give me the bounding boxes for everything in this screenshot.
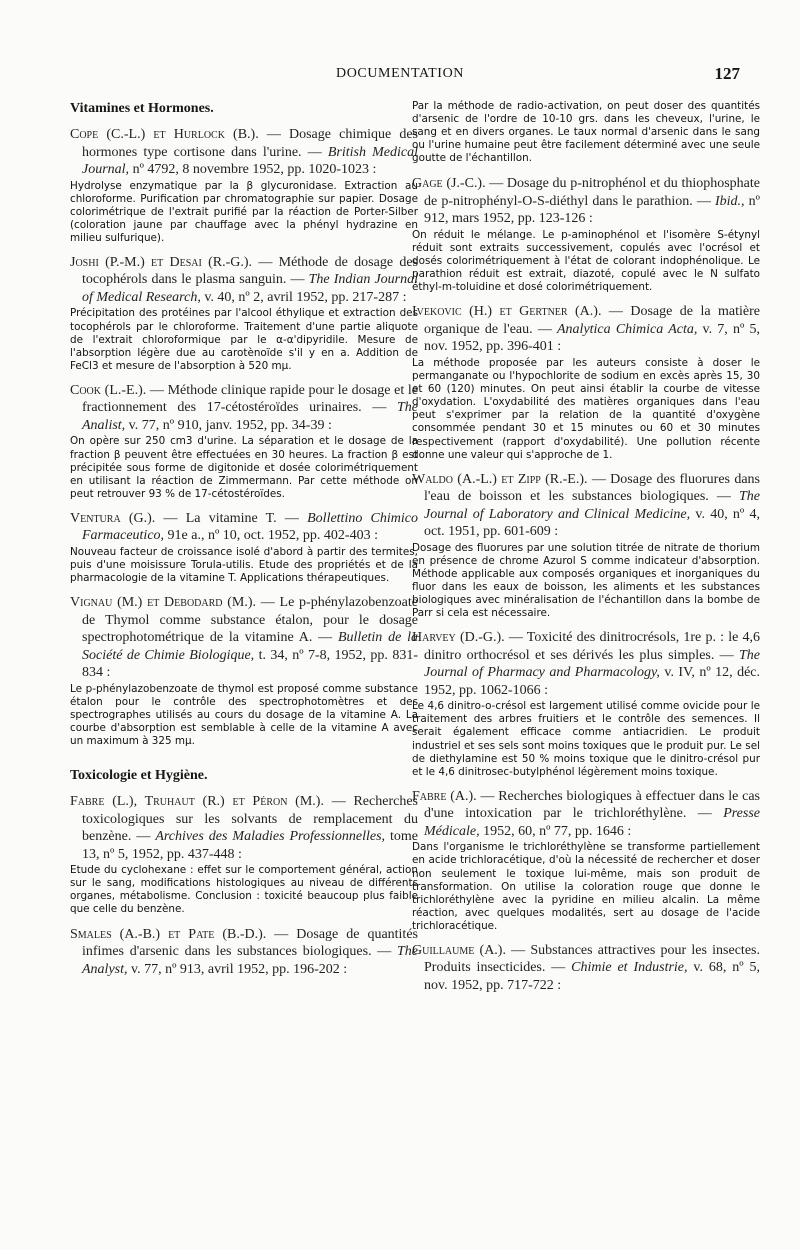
citation: [70, 254, 418, 307]
authors: Fabre (L.), Truhaut (R.) et Péron (M.).: [70, 794, 324, 810]
reference: tome 13, nº 5, 1952, pp. 437-448 :: [82, 829, 419, 862]
reference: nº 912, mars 1952, pp. 123-126 :: [424, 193, 760, 227]
citation: [70, 382, 418, 435]
citation: [412, 175, 760, 228]
right-column: [412, 100, 760, 1003]
entry-smales: [70, 926, 418, 979]
abstract: Précipitation des protéines par l'alcool éthylique et extraction des tocophérols par le chloroforme. Traitement d'une partie aliquote de l'extrait chloroformique par le α-α'dipyridile. Mesure de l'absorption légère due au carotènoïde s'il y en a. Addition de FeCl3 et mesure de l'absorption à 520 mμ.: [70, 307, 418, 372]
authors: Cook (L.-E.).: [70, 382, 147, 398]
continued-abstract: Par la méthode de radio-activation, on peut doser des quantités d'arsenic de l'ordre de 10-10 grs. dans les cheveux, l'urine, le sang et en divers organes. Le taux normal d'arsenic dans le sang ou l'urine humaine peut être facilement déterminé avec une seule goutte de l'échantillon.: [412, 100, 760, 165]
abstract: Hydrolyse enzymatique par la β glycuronidase. Extraction au chloroforme. Purification par chromatographie sur papier. Dosage colorimétrique de l'extrait purifié par la réaction de Porter-Silber (coloration jaune par chauffage avec la phényl hydrazine en milieu sulfurique).: [70, 179, 418, 244]
entry-guillaume: [412, 942, 760, 995]
page-number: 127: [714, 64, 740, 83]
article-title: — Dosage du p-nitrophénol et du thiophosphate de p-nitrophényl-O-S-diéthyl dans le parathion. —: [424, 176, 761, 209]
article-title: — Dosage des fluorures dans l'eau de boisson et les substances biologiques. —: [424, 471, 760, 505]
reference: v. 7, nº 5, nov. 1952, pp. 396-401 :: [424, 321, 761, 355]
authors: Fabre (A.).: [412, 788, 477, 804]
section-title-toxicologie: Toxicologie et Hygiène.: [70, 768, 208, 784]
reference: v. 40, nº 4, oct. 1951, pp. 601-609 :: [424, 506, 761, 540]
abstract: Dans l'organisme le trichloréthylène se transforme partiellement en acide trichloracétique, d'où la nécessité de rechercher et doser non seulement le toxique lui-même, mais son produit de transformation. On utilise la coloration rouge que donne le trichloréthylène avec la pyridine en milieu alcalin. La même réaction, avec quelques modalités, sert au dosage de l'acide trichloracétique.: [412, 841, 760, 932]
entry-vignau: [70, 594, 418, 748]
reference: nº 4792, 8 novembre 1952, pp. 1020-1023 :: [129, 162, 377, 177]
left-column: [70, 100, 418, 987]
authors: Ventura (G.).: [70, 510, 156, 526]
reference: v. 77, nº 913, avril 1952, pp. 196-202 :: [127, 961, 348, 977]
authors: Smales (A.-B.) et Pate (B.-D.).: [70, 926, 267, 942]
entry-fabre-truhaut: [70, 793, 418, 916]
abstract: On réduit le mélange. Le p-aminophénol et l'isomère S-étynyl réduit sont extraits successivement, copulés avec l'ocrésol et dosés colorimétriquement à l'état de colorant indophénolique. Le parathion réduit est extrait, diazoté, copulé avec le N sulfato éthyl-m-toluidine et dosé colorimétriquement.: [412, 228, 760, 294]
journal: The Indian Journal of Medical Research,: [82, 272, 419, 305]
reference: 1952, 60, nº 77, pp. 1646 :: [479, 823, 632, 839]
running-head: [0, 66, 800, 88]
article-title: — Recherches biologiques à effectuer dans le cas d'une intoxication par le trichloréthylène. —: [424, 788, 761, 822]
section-gap: [70, 757, 418, 767]
reference: t. 34, nº 7-8, 1952, pp. 831-834 :: [82, 647, 418, 681]
citation: [70, 594, 418, 682]
authors: Gage (J.-C.).: [412, 176, 486, 192]
running-title: DOCUMENTATION: [335, 66, 464, 81]
journal: Ibid.,: [714, 193, 745, 209]
journal: Presse Médicale,: [424, 806, 760, 839]
entry-joshi: [70, 254, 418, 373]
reference: v. IV, nº 12, déc. 1952, pp. 1062-1066 :: [424, 665, 761, 698]
abstract: Le 4,6 dinitro-o-crésol est largement utilisé comme ovicide pour le traitement des arbres fruitiers et le contrôle des semences. Il serait également efficace comme antiacridien. Le produit industriel et ses sels sont moins toxiques que le produit pur. Le sel de diethylamine est 50 % moins toxique que le dinitro-crésol pur et le 4,6 dinitrosec-butylphénol légèrement moins toxique.: [412, 700, 760, 778]
journal: Chimie et Industrie,: [571, 960, 688, 976]
authors: Guillaume (A.).: [412, 942, 506, 958]
article-title: — Dosage chimique des hormones type cortisone dans l'urine. —: [82, 127, 418, 160]
article-title: — Dosage de la matière organique de l'eau. —: [424, 304, 760, 337]
citation: [412, 942, 760, 995]
entry-ventura: [70, 510, 418, 585]
abstract: Le p-phénylazobenzoate de thymol est proposé comme substance étalon pour le contrôle des spectrophotomètres et des spectrographes utilisés au cours du dosage de la vitamine A. La courbe d'absorption est semblable à celle de la vitamine A avec un maximum à 325 mμ.: [70, 682, 418, 748]
authors: Joshi (P.-M.) et Desai (R.-G.).: [70, 254, 253, 270]
article-title: — Méthode de dosage des tocophérols dans le plasma sanguin. —: [82, 254, 418, 288]
entry-cook: [70, 382, 418, 501]
citation: [70, 510, 418, 545]
abstract: Etude du cyclohexane : effet sur le comportement général, action sur le sang, modifications histologiques au niveau de différents organes, métabolisme. Conclusion : toxicité beaucoup plus faible que celle du benzène.: [70, 864, 418, 916]
journal: Bollettino Chimico Farmaceutico,: [82, 510, 418, 544]
abstract: Nouveau facteur de croissance isolé d'abord à partir des termites, puis d'une moisissure Torula-utilis. Etude des propriétés et de la pharmacologie de la vitamine T. Applications thérapeutiques.: [70, 545, 418, 585]
entry-harvey: [412, 629, 760, 779]
journal: The Analyst,: [82, 944, 418, 977]
authors: Waldo (A.-L.) et Zipp (R.-E.).: [412, 471, 588, 487]
journal: The Journal of Pharmacy and Pharmacology,: [424, 647, 760, 681]
reference: 91e a., nº 10, oct. 1952, pp. 402-403 :: [164, 528, 378, 544]
journal: The Analist,: [82, 400, 418, 433]
reference: v. 77, nº 910, janv. 1952, pp. 34-39 :: [125, 417, 332, 433]
article-title: — Substances attractives pour les insectes. Produits insecticides. —: [424, 942, 760, 976]
entry-waldo: [412, 471, 760, 621]
article-title: — Toxicité des dinitrocrésols, 1re p. : le 4,6 dinitro orthocrésol et ses dérivés les plus simples. —: [424, 630, 760, 663]
entry-fabre-a: [412, 788, 760, 933]
abstract: On opère sur 250 cm3 d'urine. La séparation et le dosage de la fraction β peuvent être effectuées en 30 heures. La fraction β est précipitée sous forme de digitonide et dosée colorimétriquement en utilisant la réaction de Zimmermann. Par cette méthode on peut retrouver 93 % de 17-cétostéroïdes.: [70, 435, 418, 500]
reference: v. 40, nº 2, avril 1952, pp. 217-287 :: [200, 289, 407, 305]
entry-ivekovic: [412, 303, 760, 461]
citation: [412, 303, 760, 356]
reference: v. 68, nº 5, nov. 1952, pp. 717-722 :: [424, 960, 760, 993]
abstract: La méthode proposée par les auteurs consiste à doser le permanganate ou l'hypochlorite de sodium en excès après 15, 30 et 60 (120) minutes. On peut ainsi établir la courbe de vitesse d'oxydation. L'oxydabilité des matières organiques dans l'eau peut s'exprimer par la relation de la quantité d'oxygène consommée pendant 30 et 15 minutes ou 60 et 30 minutes respectivement (rapport d'oxydabilité). Une pollution récente donne une valeur qui s'approche de 1.: [412, 356, 760, 461]
journal: British Medical Journal,: [82, 144, 418, 177]
article-title: — Le p-phénylazobenzoate de Thymol comme substance étalon, pour le dosage spectrophotométrique de la vitamine A. —: [82, 595, 418, 646]
authors: Harvey (D.-G.).: [412, 630, 505, 646]
citation: [70, 926, 418, 979]
citation: [412, 471, 760, 541]
citation: [412, 788, 760, 841]
authors: Cope (C.-L.) et Hurlock (B.).: [70, 127, 259, 142]
article-title: — La vitamine T. —: [155, 510, 308, 526]
citation: [412, 629, 760, 699]
entry-gage: [412, 175, 760, 294]
citation: [70, 793, 418, 863]
journal: The Journal of Laboratory and Clinical Medicine,: [424, 489, 760, 522]
journal: Analytica Chimica Acta,: [557, 321, 698, 337]
abstract: Dosage des fluorures par une solution titrée de nitrate de thorium en présence de chrome Azurol S comme indicateur d'absorption. Méthode applicable aux composés organiques et inorganiques du fluor dans les eaux de boisson, les aliments et les substances biologiques avec minéralisation de l'échantillon dans la bombe de Parr si cela est nécessaire.: [412, 541, 760, 620]
section-title-vitamines: Vitamines et Hormones.: [70, 101, 214, 116]
article-title: — Recherches toxicologiques sur les solvants de remplacement du benzène. —: [82, 794, 418, 845]
article-title: — Méthode clinique rapide pour le dosage et le fractionnement des 17-cétostéroïdes urinaires. —: [82, 382, 418, 416]
authors: Vignau (M.) et Debodard (M.).: [70, 595, 257, 611]
entry-cope: [70, 126, 418, 245]
article-title: — Dosage de quantités infimes d'arsenic dans les substances biologiques. —: [82, 926, 418, 960]
citation: [70, 126, 418, 179]
journal: Archives des Maladies Professionnelles,: [155, 829, 386, 845]
authors: Ivekovic (H.) et Gertner (A.).: [412, 304, 602, 320]
journal: Bulletin de la Société de Chimie Biologique,: [82, 630, 418, 663]
